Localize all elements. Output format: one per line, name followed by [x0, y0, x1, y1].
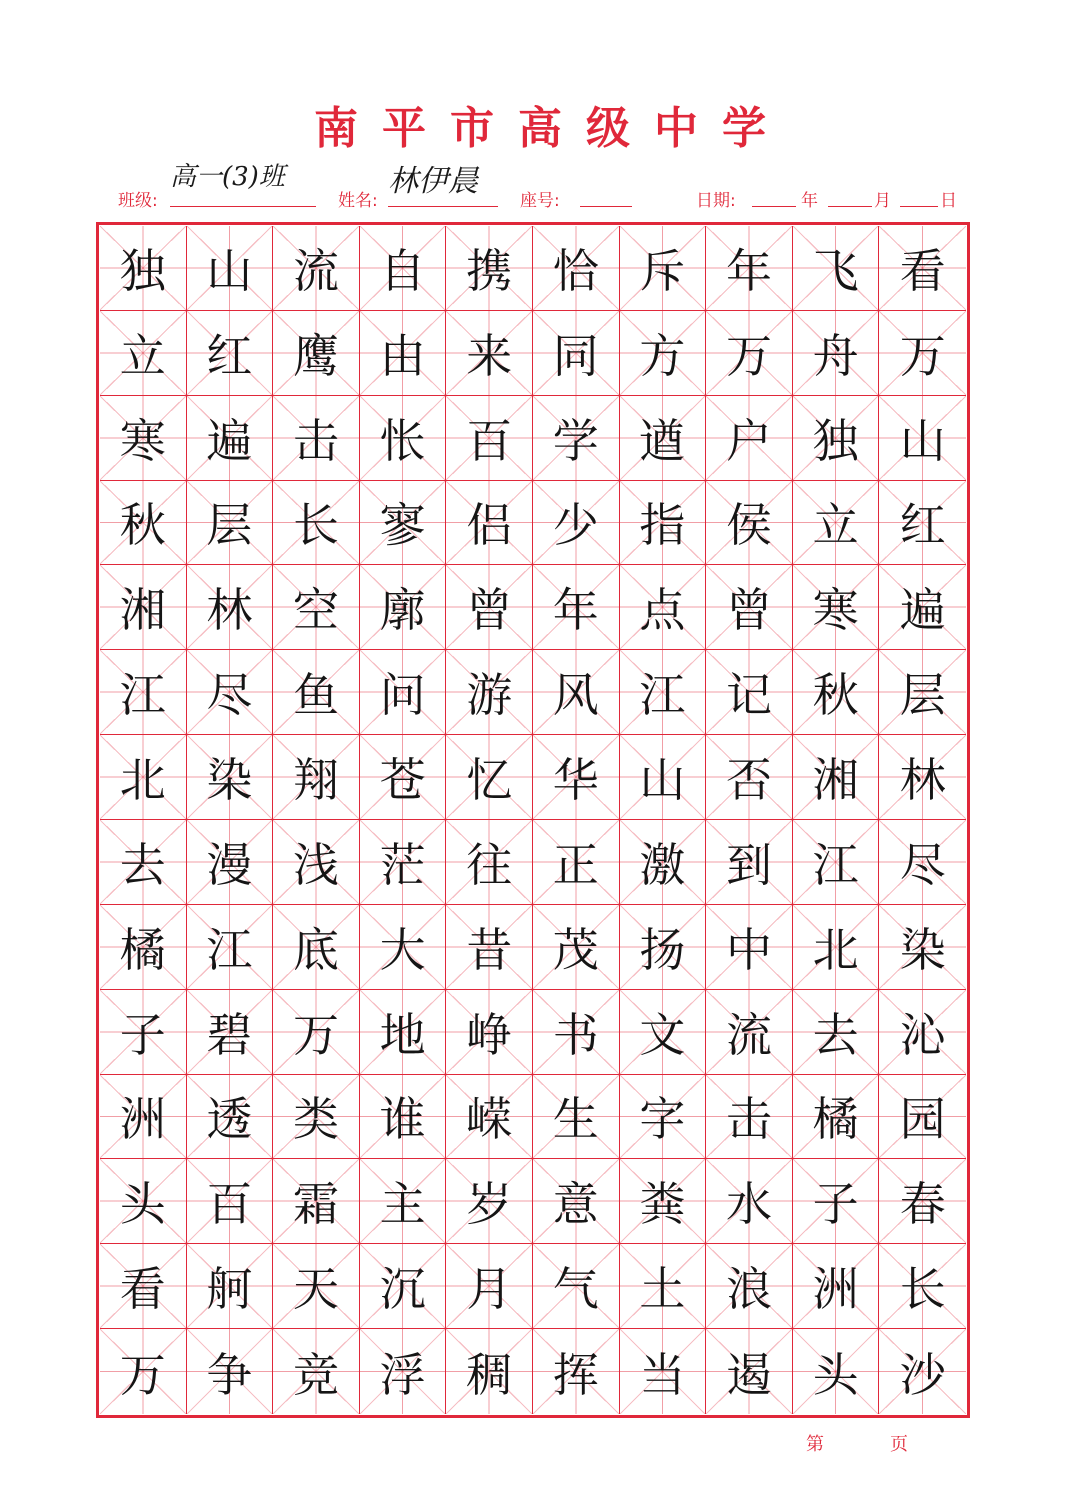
grid-cell: 稠	[446, 1329, 533, 1414]
grid-cell: 字	[620, 1075, 707, 1160]
grid-cell: 层	[879, 650, 966, 735]
grid-cell: 问	[360, 650, 447, 735]
grid-cell: 否	[706, 735, 793, 820]
grid-cell: 大	[360, 905, 447, 990]
form-info-row	[118, 162, 968, 216]
grid-cell: 流	[706, 990, 793, 1075]
grid-cell: 谁	[360, 1075, 447, 1160]
grid-cell: 竞	[273, 1329, 360, 1414]
grid-cell: 百	[446, 396, 533, 481]
grid-cell: 月	[446, 1244, 533, 1329]
grid-cell: 江	[620, 650, 707, 735]
page-prefix: 第	[806, 1434, 824, 1455]
year-underline	[752, 206, 796, 207]
grid-cell: 方	[620, 311, 707, 396]
grid-cell: 苍	[360, 735, 447, 820]
grid-cell: 百	[187, 1159, 274, 1244]
grid-cell: 恰	[533, 226, 620, 311]
grid-cell: 林	[879, 735, 966, 820]
grid-cell: 红	[879, 481, 966, 566]
grid-cell: 正	[533, 820, 620, 905]
grid-cell: 底	[273, 905, 360, 990]
grid-cell: 去	[100, 820, 187, 905]
grid-cell: 鹰	[273, 311, 360, 396]
grid-cell: 江	[100, 650, 187, 735]
grid-cell: 昔	[446, 905, 533, 990]
grid-cell: 寥	[360, 481, 447, 566]
grid-cell: 寒	[100, 396, 187, 481]
seat-label: 座号:	[520, 191, 560, 211]
grid-cell: 激	[620, 820, 707, 905]
grid-cell: 林	[187, 565, 274, 650]
grid-cell: 学	[533, 396, 620, 481]
grid-cell: 粪	[620, 1159, 707, 1244]
grid-cell: 击	[273, 396, 360, 481]
grid-cell: 山	[620, 735, 707, 820]
grid-cell: 遍	[187, 396, 274, 481]
grid-cell: 头	[100, 1159, 187, 1244]
grid-cell: 园	[879, 1075, 966, 1160]
grid-cell: 山	[879, 396, 966, 481]
grid-cell: 层	[187, 481, 274, 566]
grid-cell: 独	[793, 396, 880, 481]
grid-cell: 空	[273, 565, 360, 650]
grid-cell: 红	[187, 311, 274, 396]
grid-cell: 寒	[793, 565, 880, 650]
grid-cell: 浮	[360, 1329, 447, 1414]
month-underline	[828, 206, 872, 207]
name-underline	[388, 206, 498, 207]
grid-cell: 子	[793, 1159, 880, 1244]
grid-cell: 流	[273, 226, 360, 311]
grid-cell: 透	[187, 1075, 274, 1160]
grid-cell: 意	[533, 1159, 620, 1244]
grid-cell: 鱼	[273, 650, 360, 735]
grid-cell: 生	[533, 1075, 620, 1160]
name-value: 林伊晨	[388, 164, 478, 199]
grid-cell: 尽	[879, 820, 966, 905]
grid-cell: 争	[187, 1329, 274, 1414]
grid-cell: 看	[100, 1244, 187, 1329]
grid-cell: 北	[100, 735, 187, 820]
grid-cell: 沙	[879, 1329, 966, 1414]
grid-cell: 万	[273, 990, 360, 1075]
grid-cell: 碧	[187, 990, 274, 1075]
grid-cell: 由	[360, 311, 447, 396]
grid-cell: 湘	[793, 735, 880, 820]
grid-cell: 遍	[879, 565, 966, 650]
grid-cell: 嵘	[446, 1075, 533, 1160]
grid-cell: 飞	[793, 226, 880, 311]
grid-cell: 沉	[360, 1244, 447, 1329]
grid-cell: 万	[706, 311, 793, 396]
class-underline	[170, 206, 316, 207]
grid-cell: 去	[793, 990, 880, 1075]
grid-cell: 染	[879, 905, 966, 990]
grid-cell: 挥	[533, 1329, 620, 1414]
grid-cell: 户	[706, 396, 793, 481]
class-value: 高一(3)班	[170, 162, 285, 192]
grid-cell: 曾	[706, 565, 793, 650]
grid-cell: 自	[360, 226, 447, 311]
grid-cell: 长	[879, 1244, 966, 1329]
grid-cell: 江	[793, 820, 880, 905]
grid-cell: 舟	[793, 311, 880, 396]
grid-cell: 当	[620, 1329, 707, 1414]
grid-cell: 少	[533, 481, 620, 566]
grid-cell: 橘	[793, 1075, 880, 1160]
month-label: 月	[874, 191, 891, 211]
grid-cell: 年	[533, 565, 620, 650]
grid-cell: 怅	[360, 396, 447, 481]
grid-cell: 峥	[446, 990, 533, 1075]
grid-cell: 风	[533, 650, 620, 735]
grid-cell: 茫	[360, 820, 447, 905]
grid-cell: 气	[533, 1244, 620, 1329]
grid-cell: 游	[446, 650, 533, 735]
grid-cell: 到	[706, 820, 793, 905]
year-label: 年	[801, 191, 818, 211]
grid-cell: 头	[793, 1329, 880, 1414]
grid-cell: 湘	[100, 565, 187, 650]
grid-cell: 秋	[100, 481, 187, 566]
grid-cell: 类	[273, 1075, 360, 1160]
grid-cell: 往	[446, 820, 533, 905]
grid-cell: 浅	[273, 820, 360, 905]
grid-cell: 曾	[446, 565, 533, 650]
grid-cell: 地	[360, 990, 447, 1075]
name-label: 姓名:	[338, 191, 378, 211]
grid-cell: 年	[706, 226, 793, 311]
grid-cell: 漫	[187, 820, 274, 905]
page-suffix: 页	[890, 1434, 908, 1455]
grid-cell: 秋	[793, 650, 880, 735]
day-label: 日	[940, 191, 957, 211]
grid-cell: 斥	[620, 226, 707, 311]
grid-cell: 橘	[100, 905, 187, 990]
grid-cell: 遒	[620, 396, 707, 481]
grid-cell: 忆	[446, 735, 533, 820]
grid-cell: 看	[879, 226, 966, 311]
grid-cell: 点	[620, 565, 707, 650]
grid-cell: 子	[100, 990, 187, 1075]
school-title: 南平市高级中学	[314, 103, 790, 154]
grid-cell: 尽	[187, 650, 274, 735]
grid-cell: 指	[620, 481, 707, 566]
grid-cell: 天	[273, 1244, 360, 1329]
grid-cell: 江	[187, 905, 274, 990]
grid-cell: 翔	[273, 735, 360, 820]
grid-cell: 北	[793, 905, 880, 990]
grid-cell: 扬	[620, 905, 707, 990]
grid-cell: 遏	[706, 1329, 793, 1414]
grid-cell: 书	[533, 990, 620, 1075]
date-label: 日期:	[696, 191, 736, 211]
grid-cell: 记	[706, 650, 793, 735]
grid-cell: 立	[793, 481, 880, 566]
grid-cell: 土	[620, 1244, 707, 1329]
grid-cell: 击	[706, 1075, 793, 1160]
grid-cell: 山	[187, 226, 274, 311]
grid-cell: 侯	[706, 481, 793, 566]
grid-cell: 万	[879, 311, 966, 396]
grid-cell: 霜	[273, 1159, 360, 1244]
grid-cell: 舸	[187, 1244, 274, 1329]
grid-cell: 浪	[706, 1244, 793, 1329]
day-underline	[900, 206, 938, 207]
class-label: 班级:	[118, 191, 158, 211]
grid-cell: 携	[446, 226, 533, 311]
grid-cell: 独	[100, 226, 187, 311]
grid-cell: 文	[620, 990, 707, 1075]
grid-cell: 立	[100, 311, 187, 396]
grid-cell: 同	[533, 311, 620, 396]
grid-cell: 来	[446, 311, 533, 396]
seat-underline	[580, 206, 632, 207]
grid-cell: 水	[706, 1159, 793, 1244]
grid-cell: 染	[187, 735, 274, 820]
grid-cell: 主	[360, 1159, 447, 1244]
grid-cell: 沁	[879, 990, 966, 1075]
grid-cell: 洲	[793, 1244, 880, 1329]
grid-cell: 中	[706, 905, 793, 990]
grid-cell: 茂	[533, 905, 620, 990]
grid-cell: 洲	[100, 1075, 187, 1160]
grid-cell: 廓	[360, 565, 447, 650]
grid-cell: 侣	[446, 481, 533, 566]
grid-cell: 春	[879, 1159, 966, 1244]
grid-cell: 万	[100, 1329, 187, 1414]
practice-grid	[100, 226, 966, 1414]
grid-cell: 华	[533, 735, 620, 820]
grid-cell: 长	[273, 481, 360, 566]
grid-cell: 岁	[446, 1159, 533, 1244]
